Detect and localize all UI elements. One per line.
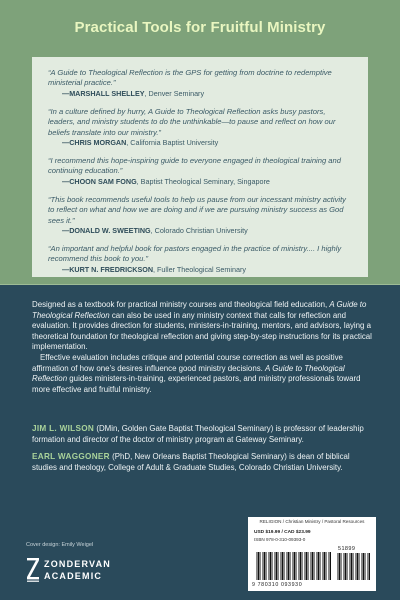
barcode-addon-number: 51899 [338, 546, 356, 552]
endorser-affiliation: , Fuller Theological Seminary [153, 264, 246, 274]
endorsement-5 [48, 244, 354, 275]
desc-text: guides ministers-in-training, experienced pastors, and ministry professionals toward more effective and fruitful ministry. [32, 374, 361, 394]
publisher-imprint: ACADEMIC [44, 571, 103, 581]
quote-text: “I recommend this hope-inspiring guide to everyone engaged in theological training and continuing education.” [48, 156, 341, 176]
endorsements-box [32, 57, 368, 277]
barcode-bars [256, 552, 332, 580]
endorser-name: —CHOON SAM FONG [62, 176, 137, 186]
endorser-affiliation: , Denver Seminary [144, 88, 205, 98]
author-bio-1 [32, 424, 374, 445]
quote-text-part: “A Guide to Theological Reflection [48, 68, 166, 77]
barcode-addon-bars [337, 553, 371, 580]
desc-text: Designed as a textbook for practical ministry courses and theological field education, [32, 300, 330, 309]
price-text: USD $19.99 / CAD $23.99 [254, 530, 311, 535]
endorsement-4 [48, 195, 354, 236]
author-bio-2 [32, 452, 374, 473]
desc-book-title: A Guide to Theological Reflection [32, 300, 367, 320]
author-name: JIM L. WILSON [32, 424, 95, 433]
barcode-number: 9 780310 093930 [252, 582, 303, 588]
publisher-name: ZONDERVAN [44, 559, 111, 569]
author-name: EARL WAGGONER [32, 452, 110, 462]
quote-text: “In a culture defined by hurry, A Guide to Theological Reflection asks busy pastors, leaders, and ministry students to do the unthinkable—to pause and reflect on how our beliefs translate into our ministry.” [48, 106, 336, 137]
endorsement-panel [0, 0, 400, 285]
endorser-affiliation: , Baptist Theological Seminary, Singapore [136, 176, 270, 186]
endorser-affiliation: , California Baptist University [126, 138, 219, 148]
description-paragraph-2 [32, 353, 374, 395]
book-description [32, 300, 374, 395]
endorsement-1 [48, 68, 354, 99]
quote-text: “This book recommends useful tools to help us pause from our incessant ministry activity to reflect on what and how we are doing and if we are pursuing ministry success as God sees it.” [48, 194, 346, 225]
author-bio-text: (DMin, Golden Gate Baptist Theological Seminary) is professor of leadership formation and director of the doctor of ministry program at Gateway Seminary. [32, 424, 364, 444]
endorsement-2 [48, 107, 354, 148]
author-bio-text: (PhD, New Orleans Baptist Theological Seminary) is dean of biblical studies and theology, College of Adult & Graduate Studies, Colorado Christian University. [32, 452, 350, 472]
isbn-text: ISBN 978-0-310-09393-0 [254, 537, 306, 542]
endorser-name: —CHRIS MORGAN [62, 138, 127, 148]
desc-text: can also be used in any ministry context that calls for reflection and evaluation. It provides direction for students, ministers-in-training, mentors, and advisors, laying a theoretical foundation for theological reflection and giving step-by-step instructions for its practical implementation. [32, 310, 372, 352]
quote-text: “An important and helpful book for pastors engaged in the practice of ministry.... I highly recommend this book to you.” [48, 244, 342, 264]
endorser-name: —KURT N. FREDRICKSON [62, 264, 154, 274]
endorser-name: —MARSHALL SHELLEY [62, 88, 145, 98]
author-bios [32, 424, 374, 480]
description-paragraph-1 [32, 300, 374, 353]
publisher-logo [26, 555, 126, 585]
desc-book-title: A Guide to Theological Reflection [32, 363, 345, 384]
zondervan-logo-icon [26, 557, 40, 583]
desc-text: Effective evaluation includes critique and potential course correction as well as positive affirmation of how one’s desires influence good ministry decisions. [32, 352, 343, 373]
endorser-affiliation: , Colorado Christian University [150, 226, 248, 236]
bisac-category: RELIGION / Christian Ministry / Pastoral Resources [259, 519, 365, 524]
endorser-name: —DONALD W. SWEETING [62, 226, 151, 236]
endorsement-3 [48, 156, 354, 187]
quote-text-part: is the GPS for getting from doctrine to redemptive ministerial practice.” [48, 68, 332, 88]
back-cover-headline: Practical Tools for Fruitful Ministry [74, 19, 326, 36]
cover-design-credit: Cover design: Emily Weigel [26, 542, 94, 548]
